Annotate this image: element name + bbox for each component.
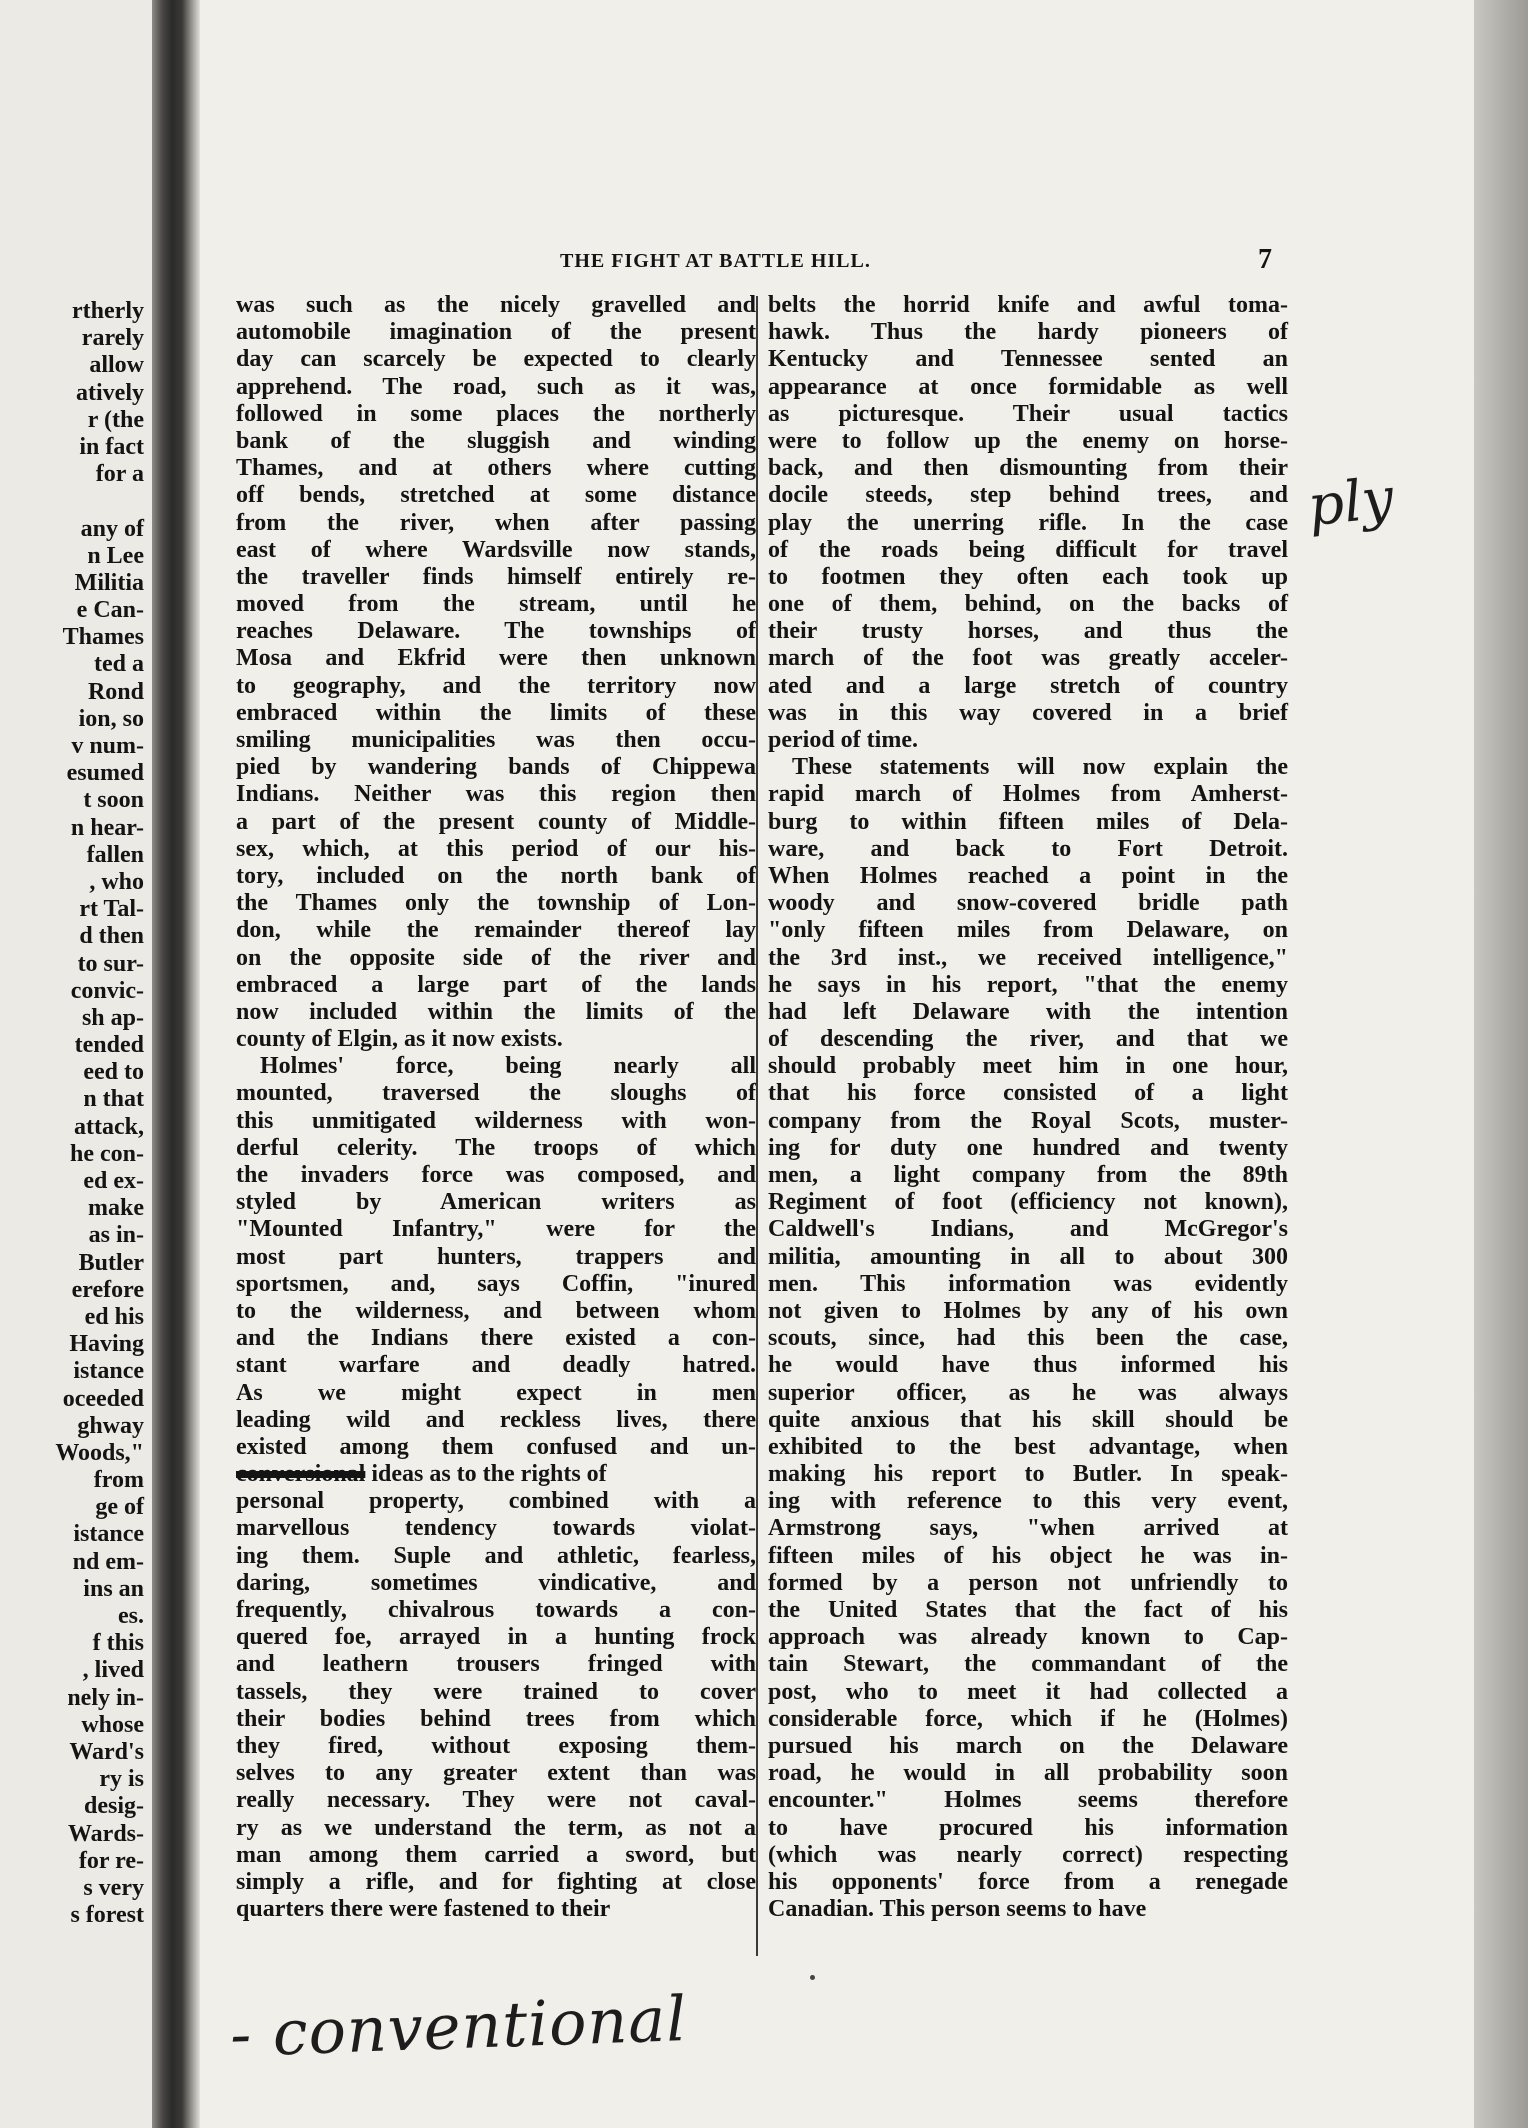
fragment-line: rt Tal- (79, 896, 144, 923)
text-line: hawk. Thus the hardy pioneers of (768, 319, 1288, 346)
ink-speck (810, 1975, 815, 1980)
text-line: men. This information was evidently (768, 1270, 1288, 1297)
fragment-line: , who (89, 868, 144, 895)
fragment-line: Having (69, 1331, 144, 1358)
fragment-line: oceeded (62, 1385, 144, 1412)
fragment-line: s very (83, 1874, 144, 1901)
text-line: the invaders force was composed, and (236, 1162, 756, 1188)
text-line: their trusty horses, and thus the (768, 618, 1288, 645)
text-line: was such as the nicely gravelled and (236, 292, 756, 318)
text-line: followed in some places the northerly (236, 400, 756, 427)
text-line: they fired, without exposing them- (236, 1732, 756, 1759)
text-line: appearance at once formidable as well (768, 373, 1288, 400)
text-line: leading wild and reckless lives, there (236, 1406, 756, 1433)
fragment-line: istance (73, 1521, 144, 1548)
text-line: Indians. Neither was this region then (236, 781, 756, 808)
text-line: to have procured his information (768, 1814, 1288, 1841)
fragment-line: rtherly (72, 298, 144, 324)
fragment-line: ry is (99, 1766, 144, 1793)
text-line: embraced within the limits of these (236, 699, 756, 726)
text-line: (which was nearly correct) respecting (768, 1841, 1288, 1868)
text-line: pursued his march on the Delaware (768, 1732, 1288, 1759)
text-line: belts the horrid knife and awful toma- (768, 292, 1288, 318)
fragment-line: Militia (74, 569, 144, 596)
fragment-line: Rond (87, 678, 144, 705)
handwritten-margin-note: ply (1304, 465, 1397, 540)
text-line: ware, and back to Fort Detroit. (768, 835, 1288, 862)
text-line: "only fifteen miles from Delaware, on (768, 917, 1288, 944)
page-edge (1474, 0, 1528, 2128)
text-line: ing for duty one hundred and twenty (768, 1134, 1288, 1161)
text-line: were to follow up the enemy on horse- (768, 427, 1288, 454)
text-line: most part hunters, trappers and (236, 1243, 756, 1270)
text-line: one of them, behind, on the backs of (768, 591, 1288, 618)
fragment-line: nely in- (67, 1684, 144, 1711)
text-line: Armstrong says, "when arrived at (768, 1515, 1288, 1542)
text-line: men, a light company from the 89th (768, 1162, 1288, 1188)
fragment-line: ge of (95, 1494, 144, 1521)
text-line: reaches Delaware. The townships of (236, 618, 756, 645)
fragment-line: ed his (84, 1303, 144, 1330)
text-line: company from the Royal Scots, muster- (768, 1107, 1288, 1134)
fragment-line: sh ap- (81, 1004, 144, 1031)
text-line: ry as we understand the term, as not a (236, 1814, 756, 1841)
text-line: the United States that the fact of his (768, 1597, 1288, 1623)
text-line: he says in his report, "that the enemy (768, 971, 1288, 998)
text-line: scouts, since, had this been the case, (768, 1325, 1288, 1352)
fragment-line: n hear- (70, 814, 144, 841)
text-line: man among them carried a sword, but (236, 1841, 756, 1868)
text-line: east of where Wardsville now stands, (236, 536, 756, 563)
text-line: the Thames only the township of Lon- (236, 890, 756, 917)
text-line: to footmen they often each took up (768, 563, 1288, 590)
text-line: and the Indians there existed a con- (236, 1325, 756, 1352)
fragment-line: v num- (71, 733, 144, 759)
text-line: really necessary. They were not caval- (236, 1787, 756, 1814)
fragment-line: convic- (70, 977, 144, 1004)
text-line: to geography, and the territory now (236, 672, 756, 699)
fragment-line: make (88, 1195, 144, 1222)
previous-page-text (0, 298, 144, 1929)
fragment-line: esumed (66, 760, 144, 787)
fragment-line: any of (80, 515, 144, 542)
text-line: the 3rd inst., we received intelligence," (768, 944, 1288, 971)
fragment-line: erefore (71, 1276, 144, 1303)
fragment-line: ghway (77, 1412, 144, 1439)
text-line: Kentucky and Tennessee sented an (768, 346, 1288, 373)
fragment-line: ted a (94, 651, 144, 678)
fragment-line: t soon (83, 787, 144, 814)
fragment-line: allow (89, 352, 144, 379)
text-line: moved from the stream, until he (236, 591, 756, 618)
text-line: his opponents' force from a renegade (768, 1868, 1288, 1895)
text-line: not given to Holmes by any of his own (768, 1297, 1288, 1324)
text-line: ated and a large stretch of country (768, 672, 1288, 699)
text-line: a part of the present county of Middle- (236, 808, 756, 835)
text-line: tain Stewart, the commandant of the (768, 1651, 1288, 1678)
fragment-line: nd em- (72, 1548, 144, 1575)
text-line: that his force consisted of a light (768, 1080, 1288, 1107)
text-line: of the roads being difficult for travel (768, 536, 1288, 563)
fragment-line: in fact (79, 433, 144, 460)
text-line: day can scarcely be expected to clearly (236, 346, 756, 373)
text-line: should probably meet him in one hour, (768, 1053, 1288, 1080)
text-line: Regiment of foot (efficiency not known), (768, 1189, 1288, 1216)
text-line: quite anxious that his skill should be (768, 1406, 1288, 1433)
fragment-line: e Can- (76, 597, 144, 624)
text-line: this unmitigated wilderness with won- (236, 1107, 756, 1134)
text-line: considerable force, which if he (Holmes) (768, 1705, 1288, 1732)
text-line: marvellous tendency towards violat- (236, 1515, 756, 1542)
text-line: bank of the sluggish and winding (236, 427, 756, 454)
text-line: stant warfare and deadly hatred. (236, 1352, 756, 1379)
text-line: making his report to Butler. In speak- (768, 1461, 1288, 1488)
text-line: road, he would in all probability soon (768, 1760, 1288, 1787)
fragment-line: atively (76, 379, 144, 406)
text-line: post, who to meet it had collected a (768, 1678, 1288, 1705)
text-line: pied by wandering bands of Chippewa (236, 754, 756, 781)
text-line: rapid march of Holmes from Amherst- (768, 781, 1288, 808)
fragment-line: as in- (88, 1222, 144, 1249)
text-line: When Holmes reached a point in the (768, 862, 1288, 889)
text-line: Holmes' force, being nearly all (260, 1053, 756, 1080)
text-line: he would have thus informed his (768, 1352, 1288, 1379)
text-line: As we might expect in men (236, 1379, 756, 1406)
fragment-line: ins an (83, 1575, 144, 1602)
text-line: march of the foot was greatly acceler- (768, 645, 1288, 672)
text-line: personal property, combined with a (236, 1488, 756, 1515)
text-line: burg to within fifteen miles of Dela- (768, 808, 1288, 835)
fragment-line: d then (79, 923, 144, 950)
fragment-line: Wards- (67, 1820, 144, 1847)
text-line: These statements will now explain the (792, 754, 1288, 781)
fragment-line: Thames (62, 624, 144, 651)
text-line: of descending the river, and that we (768, 1026, 1288, 1053)
text-line: exhibited to the best advantage, when (768, 1433, 1288, 1460)
text-column-right (768, 292, 1288, 1923)
fragment-line: r (the (87, 406, 144, 433)
fragment-line: for a (95, 461, 144, 488)
text-line: now included within the limits of the (236, 998, 756, 1025)
line-remainder: ideas as to the rights of (365, 1461, 607, 1488)
text-line: county of Elgin, as it now exists. (236, 1026, 563, 1053)
fragment-line: Butler (78, 1249, 144, 1276)
fragment-line: es. (118, 1603, 144, 1629)
fragment-line: to sur- (77, 950, 144, 977)
fragment-line: Ward's (69, 1738, 144, 1765)
text-line: docile steeds, step behind trees, and (768, 482, 1288, 509)
text-line: quered foe, arrayed in a hunting frock (236, 1624, 756, 1651)
fragment-line: desig- (84, 1793, 144, 1820)
text-line: fifteen miles of his object he was in- (768, 1542, 1288, 1569)
text-line (236, 1461, 756, 1488)
struck-word: conversional (236, 1461, 366, 1488)
text-column-left (236, 292, 756, 1923)
text-line: daring, sometimes vindicative, and (236, 1569, 756, 1596)
text-line: their bodies behind trees from which (236, 1705, 756, 1732)
text-line: don, while the remainder thereof lay (236, 917, 756, 944)
text-line: encounter." Holmes seems therefore (768, 1787, 1288, 1814)
text-line: apprehend. The road, such as it was, (236, 373, 756, 400)
text-line: superior officer, as he was always (768, 1379, 1288, 1406)
text-line: embraced a large part of the lands (236, 971, 756, 998)
text-line: ing with reference to this very event, (768, 1488, 1288, 1515)
book-gutter (152, 0, 200, 2128)
fragment-line: s forest (70, 1902, 144, 1929)
text-line: on the opposite side of the river and (236, 944, 756, 971)
text-line: simply a rifle, and for fighting at close (236, 1868, 756, 1895)
fragment-line: he con- (70, 1140, 144, 1167)
text-line: ing them. Suple and athletic, fearless, (236, 1542, 756, 1569)
fragment-line: istance (73, 1358, 144, 1385)
text-line: styled by American writers as (236, 1189, 756, 1216)
text-line: Caldwell's Indians, and McGregor's (768, 1216, 1288, 1243)
text-line: tassels, they were trained to cover (236, 1678, 756, 1705)
fragment-line: n Lee (87, 542, 144, 569)
fragment-line: ion, so (78, 705, 144, 732)
text-line: tory, included on the north bank of (236, 862, 756, 889)
text-line: smiling municipalities was then occu- (236, 727, 756, 753)
fragment-line: whose (81, 1711, 144, 1738)
page-number: 7 (1258, 244, 1273, 275)
text-line: the traveller finds himself entirely re- (236, 563, 756, 590)
page (200, 0, 1474, 2128)
fragment-line: Woods," (55, 1439, 144, 1466)
text-line: Canadian. This person seems to have (768, 1896, 1147, 1923)
previous-page-fragment (0, 0, 154, 2128)
fragment-line: from (93, 1467, 144, 1494)
text-line: Mosa and Ekfrid were then unknown (236, 645, 756, 672)
text-line: was in this way covered in a brief (768, 699, 1288, 726)
text-line: formed by a person not unfriendly to (768, 1569, 1288, 1596)
text-line: as picturesque. Their usual tactics (768, 400, 1288, 427)
text-line: automobile imagination of the present (236, 319, 756, 346)
text-line: "Mounted Infantry," were for the (236, 1216, 756, 1243)
fragment-line: , lived (82, 1657, 144, 1684)
text-line: selves to any greater extent than was (236, 1760, 756, 1787)
text-line: to the wilderness, and between whom (236, 1297, 756, 1324)
text-line: quarters there were fastened to their (236, 1896, 611, 1923)
text-line: off bends, stretched at some distance (236, 482, 756, 509)
fragment-line: tended (74, 1032, 144, 1059)
fragment-line: rarely (81, 325, 144, 352)
text-line: frequently, chivalrous towards a con- (236, 1597, 756, 1623)
text-line: from the river, when after passing (236, 509, 756, 536)
text-line: back, and then dismounting from their (768, 455, 1288, 482)
fragment-line: eed to (83, 1059, 144, 1086)
fragment-line (0, 488, 144, 515)
text-line: play the unerring rifle. In the case (768, 509, 1288, 536)
fragment-line: fallen (86, 841, 144, 868)
text-line: had left Delaware with the intention (768, 998, 1288, 1025)
column-divider (756, 296, 758, 1956)
page-title: THE FIGHT AT BATTLE HILL. (560, 250, 871, 272)
fragment-line: f this (92, 1630, 144, 1657)
handwritten-correction: - conventional (228, 1982, 689, 2071)
text-line: woody and snow-covered bridle path (768, 890, 1288, 917)
fragment-line: attack, (74, 1113, 144, 1140)
text-line: existed among them confused and un- (236, 1433, 756, 1460)
fragment-line: for re- (78, 1847, 144, 1874)
fragment-line: ed ex- (83, 1168, 144, 1194)
text-line: sex, which, at this period of our his- (236, 835, 756, 862)
text-line: sportsmen, and, says Coffin, "inured (236, 1270, 756, 1297)
text-line: derful celerity. The troops of which (236, 1134, 756, 1161)
text-line: Thames, and at others where cutting (236, 455, 756, 482)
text-line: mounted, traversed the sloughs of (236, 1080, 756, 1107)
text-line: approach was already known to Cap- (768, 1624, 1288, 1651)
text-line: period of time. (768, 727, 918, 753)
text-line: militia, amounting in all to about 300 (768, 1243, 1288, 1270)
fragment-line: n that (83, 1086, 144, 1113)
text-line: and leathern trousers fringed with (236, 1651, 756, 1678)
